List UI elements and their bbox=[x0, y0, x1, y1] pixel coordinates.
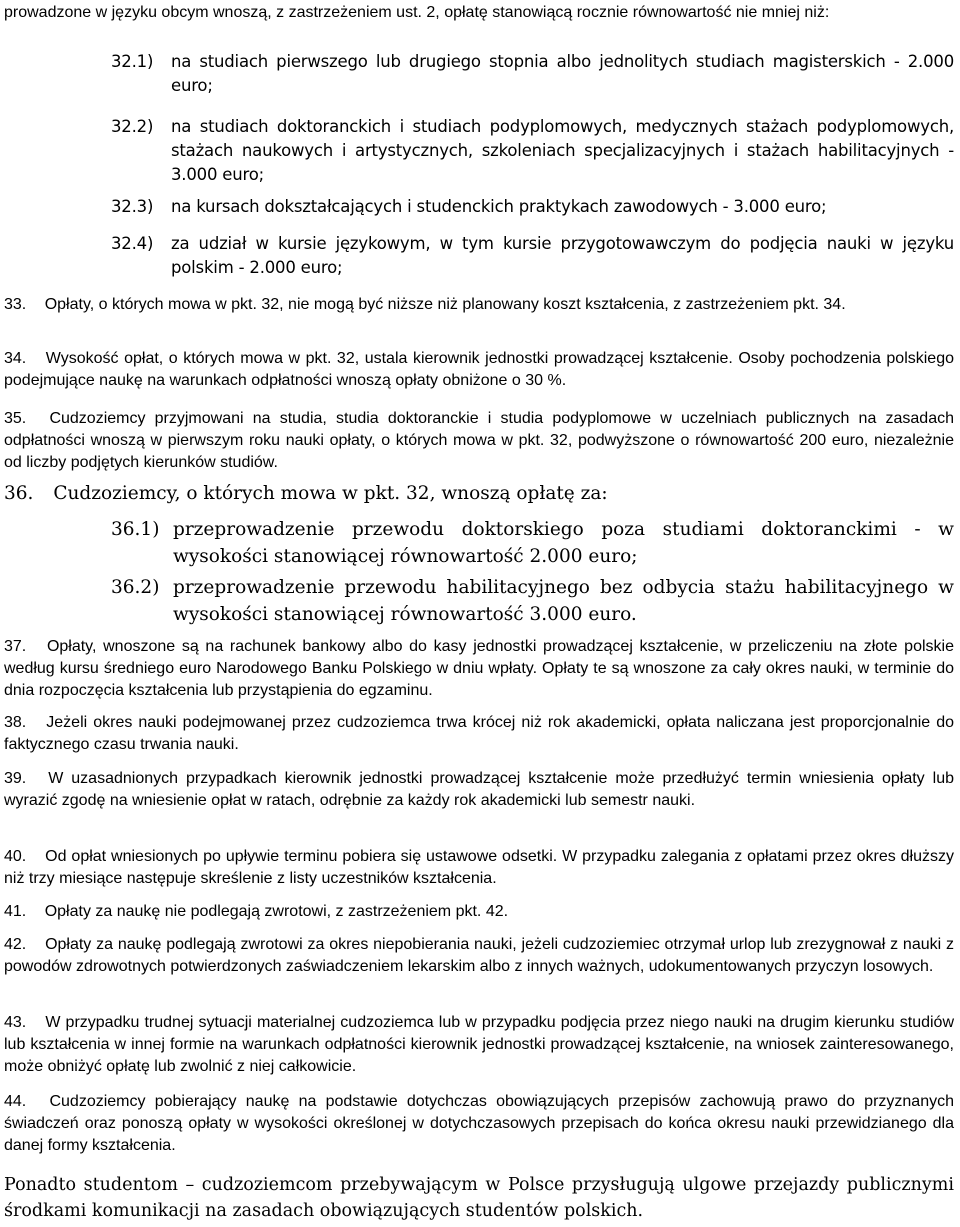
paragraph-33 bbox=[4, 294, 954, 316]
paragraph-number: 37. bbox=[4, 638, 27, 655]
paragraph-number: 41. bbox=[4, 903, 27, 920]
paragraph-34 bbox=[4, 348, 954, 392]
item-number: 32.4) bbox=[111, 234, 154, 253]
paragraph-text: Opłaty za naukę podlegają zwrotowi za okres niepobierania nauki, jeżeli cudzoziemiec otrzymał urlop lub zrezygnował z nauki z powodów zdrowotnych potwierdzonych zaświadczeniem lekarskim albo z innych ważnych, udokumentowanych przyczyn losowych. bbox=[4, 936, 954, 975]
paragraph-43 bbox=[4, 1012, 954, 1078]
paragraph-number: 42. bbox=[4, 936, 27, 953]
closing-paragraph: Ponadto studentom – cudzoziemcom przebywającym w Polsce przysługują ulgowe przejazdy publicznymi środkami komunikacji na zasadach obowiązujących studentów polskich. bbox=[4, 1175, 954, 1221]
item-number: 32.1) bbox=[111, 52, 154, 71]
item-text: za udział w kursie językowym, w tym kursie przygotowawczym do podjęcia nauki w języku polskim - 2.000 euro; bbox=[171, 234, 954, 277]
item-text: na studiach pierwszego lub drugiego stopnia albo jednolitych studiach magisterskich - 2.000 euro; bbox=[171, 52, 954, 95]
paragraph-text: Cudzoziemcy przyjmowani na studia, studia doktoranckie i studia podyplomowe w uczelniach publicznych na zasadach odpłatności wnoszą w pierwszym roku nauki opłaty, o których mowa w pkt. 32, podwyższone o równowartość 200 euro, niezależnie od liczby podjętych kierunków studiów. bbox=[4, 410, 955, 471]
paragraph-42 bbox=[4, 934, 954, 978]
fee-item-32-1 bbox=[111, 50, 954, 98]
item-number: 36.2) bbox=[111, 577, 160, 598]
fee-item-32-3 bbox=[111, 195, 954, 219]
fee-item-32-4 bbox=[111, 232, 954, 280]
paragraph-41 bbox=[4, 901, 954, 923]
paragraph-number: 40. bbox=[4, 848, 27, 865]
paragraph-number: 39. bbox=[4, 770, 27, 787]
paragraph-number: 36. bbox=[4, 483, 34, 504]
paragraph-38 bbox=[4, 712, 954, 756]
paragraph-text: Opłaty za naukę nie podlegają zwrotowi, z zastrzeżeniem pkt. 42. bbox=[44, 903, 509, 920]
item-text: na kursach dokształcających i studenckich praktykach zawodowych - 3.000 euro; bbox=[171, 197, 827, 216]
intro-paragraph: prowadzone w języku obcym wnoszą, z zastrzeżeniem ust. 2, opłatę stanowiącą rocznie równowartość nie mniej niż: bbox=[4, 4, 830, 21]
paragraph-text: Wysokość opłat, o których mowa w pkt. 32, ustala kierownik jednostki prowadzącej kształcenie. Osoby pochodzenia polskiego podejmujące naukę na warunkach odpłatności wnoszą opłaty obniżone o 30 %. bbox=[4, 350, 954, 389]
paragraph-text: Opłaty, o których mowa w pkt. 32, nie mogą być niższe niż planowany koszt kształcenia, z zastrzeżeniem pkt. 34. bbox=[44, 296, 846, 313]
paragraph-text: W uzasadnionych przypadkach kierownik jednostki prowadzącej kształcenie może przedłużyć termin wniesienia opłaty lub wyrazić zgodę na wniesienie opłat w ratach, odrębnie za każdy rok akademicki lub semestr nauki. bbox=[4, 770, 954, 809]
paragraph-text: Jeżeli okres nauki podejmowanej przez cudzoziemca trwa krócej niż rok akademicki, opłata naliczana jest proporcjonalnie do faktycznego czasu trwania nauki. bbox=[4, 714, 954, 753]
item-number: 32.2) bbox=[111, 117, 154, 136]
paragraph-37 bbox=[4, 636, 954, 702]
paragraph-text: W przypadku trudnej sytuacji materialnej cudzoziemca lub w przypadku podjęcia przez niego nauki na drugim kierunku studiów lub kształcenia w innej formie na warunkach odpłatności kierownik jednostki prowadzącej kształcenie, na wniosek zainteresowanego, może obniżyć opłatę lub zwolnić z niej całkowicie. bbox=[4, 1014, 955, 1075]
paragraph-number: 43. bbox=[4, 1014, 27, 1031]
paragraph-40 bbox=[4, 846, 954, 890]
paragraph-number: 33. bbox=[4, 296, 27, 313]
paragraph-number: 34. bbox=[4, 350, 27, 367]
paragraph-number: 35. bbox=[4, 410, 27, 427]
paragraph-text: Od opłat wniesionych po upływie terminu pobiera się ustawowe odsetki. W przypadku zalegania z opłatami przez okres dłuższy niż trzy miesiące następuje skreślenie z listy uczestników kształcenia. bbox=[4, 848, 955, 887]
paragraph-44 bbox=[4, 1091, 954, 1157]
item-text: przeprowadzenie przewodu doktorskiego poza studiami doktoranckimi - w wysokości stanowiącej równowartość 2.000 euro; bbox=[173, 519, 954, 567]
paragraph-number: 38. bbox=[4, 714, 27, 731]
item-text: przeprowadzenie przewodu habilitacyjnego bez odbycia stażu habilitacyjnego w wysokości stanowiącej równowartość 3.000 euro. bbox=[173, 577, 954, 625]
paragraph-text: Cudzoziemcy pobierający naukę na podstawie dotychczas obowiązujących przepisów zachowują prawo do przyznanych świadczeń oraz ponoszą opłaty w wysokości określonej w dotychczasowych przepisach do końca okresu nauki przewidzianego dla danej formy kształcenia. bbox=[4, 1093, 954, 1154]
paragraph-35 bbox=[4, 408, 954, 474]
paragraph-36 bbox=[4, 480, 954, 507]
paragraph-text: Cudzoziemcy, o których mowa w pkt. 32, wnoszą opłatę za: bbox=[53, 483, 608, 504]
item-text: na studiach doktoranckich i studiach podyplomowych, medycznych stażach podyplomowych, stażach naukowych i artystycznych, szkoleniach specjalizacyjnych i stażach habilitacyjnych - 3.000 euro; bbox=[171, 117, 954, 184]
item-number: 36.1) bbox=[111, 519, 160, 540]
paragraph-39 bbox=[4, 768, 954, 812]
paragraph-text: Opłaty, wnoszone są na rachunek bankowy albo do kasy jednostki prowadzącej kształcenie, w przeliczeniu na złote polskie według kursu średniego euro Narodowego Banku Polskiego w dniu wpłaty. Opłaty te są wnoszone za cały okres nauki, w terminie do dnia rozpoczęcia kształcenia lub przystąpienia do egzaminu. bbox=[4, 638, 954, 699]
fee-item-32-2 bbox=[111, 115, 954, 187]
fee-item-36-2 bbox=[111, 574, 954, 628]
item-number: 32.3) bbox=[111, 197, 154, 216]
paragraph-number: 44. bbox=[4, 1093, 27, 1110]
fee-item-36-1 bbox=[111, 516, 954, 570]
